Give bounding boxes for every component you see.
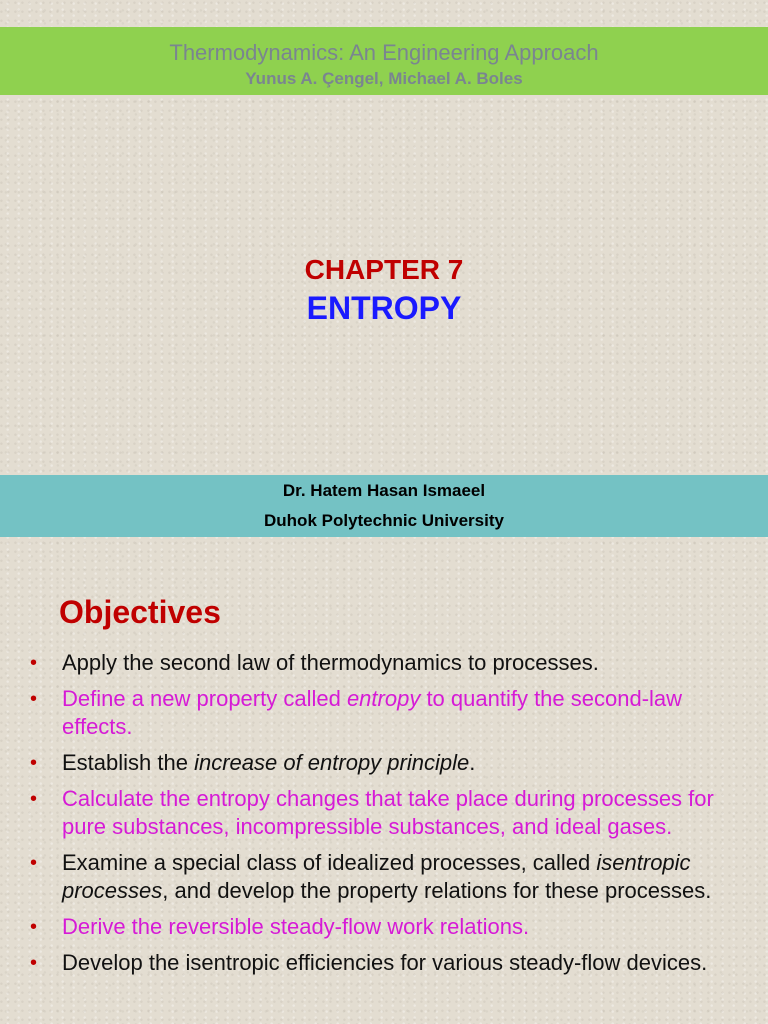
book-title: Thermodynamics: An Engineering Approach: [169, 40, 599, 65]
objective-text: Derive the reversible steady-flow work relations.: [62, 914, 530, 939]
bullet-icon: •: [30, 688, 38, 710]
objective-text: Examine a special class of idealized processes, called: [62, 850, 597, 875]
bullet-icon: •: [30, 852, 38, 874]
presenter-name: Dr. Hatem Hasan Ismaeel: [282, 481, 486, 500]
objective-text: Establish the: [62, 750, 195, 775]
objective-item: [30, 849, 730, 905]
objective-item: [30, 649, 730, 677]
objective-text: to quantify the second-law effects.: [62, 686, 683, 739]
objective-item: [30, 749, 730, 777]
objectives-title: Objectives: [59, 594, 221, 630]
chapter-number: CHAPTER 7: [304, 254, 464, 285]
bullet-icon: •: [30, 788, 38, 810]
bullet-icon: •: [30, 752, 38, 774]
book-authors: Yunus A. Çengel, Michael A. Boles: [245, 69, 523, 88]
bullet-icon: •: [30, 652, 38, 674]
objective-text: Calculate the entropy changes that take place during processes for pure substances, incompressible substances, and ideal gases.: [62, 786, 714, 839]
objective-emphasis: isentropic processes: [62, 850, 691, 903]
objective-text: Apply the second law of thermodynamics to processes.: [62, 650, 599, 675]
objectives-list: [30, 649, 730, 985]
book-header-band: [0, 27, 768, 95]
objective-item: [30, 685, 730, 741]
objective-item: [30, 785, 730, 841]
objective-item: [30, 913, 730, 941]
objective-item: [30, 949, 730, 977]
institution-name: Duhok Polytechnic University: [264, 511, 504, 530]
objective-text: Develop the isentropic efficiencies for various steady-flow devices.: [62, 950, 708, 975]
objective-text: .: [469, 750, 476, 775]
objective-emphasis: entropy: [346, 686, 421, 711]
objective-emphasis: increase of entropy principle: [194, 750, 470, 775]
chapter-name: ENTROPY: [306, 290, 462, 326]
bullet-icon: •: [30, 952, 38, 974]
objective-text: Define a new property called: [62, 686, 347, 711]
presenter-band: [0, 475, 768, 537]
objective-text: , and develop the property relations for these processes.: [162, 878, 712, 903]
bullet-icon: •: [30, 916, 38, 938]
